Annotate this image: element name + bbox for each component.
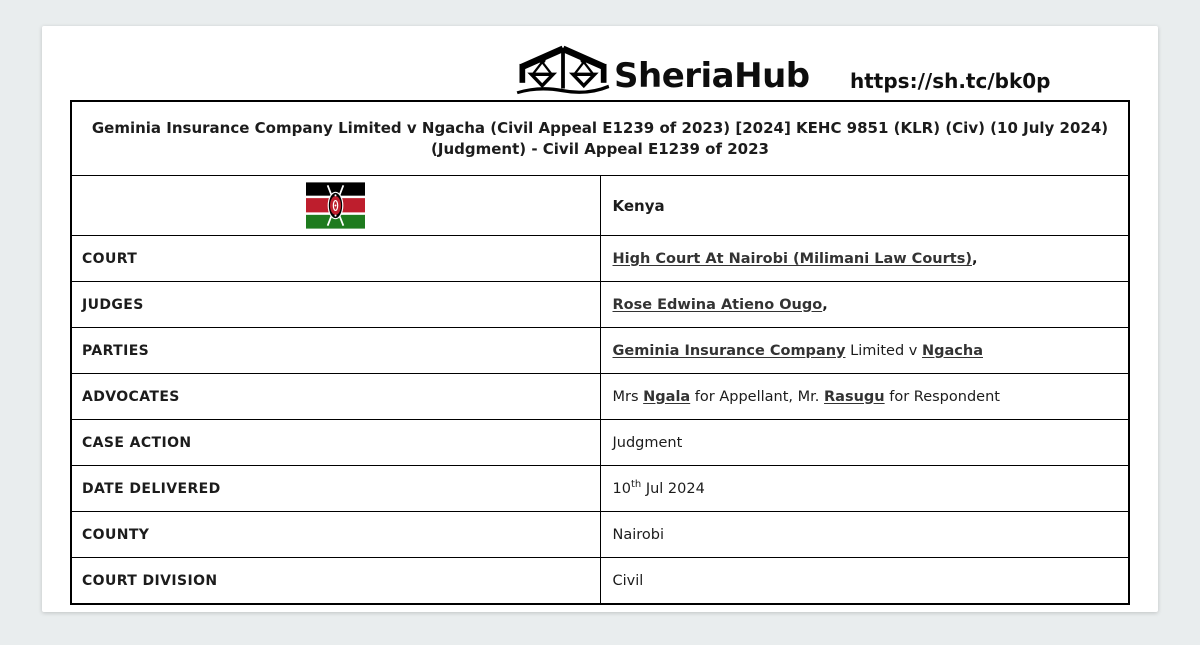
value-text: , [822, 296, 828, 313]
value-text: Limited v [845, 342, 922, 359]
country-row [71, 176, 1129, 236]
case-title: Geminia Insurance Company Limited v Ngacha (Civil Appeal E1239 of 2023) [2024] KEHC 9851 (KLR) (Civ) (10 July 2024) (Judgment) - Civil Appeal E1239 of 2023 [71, 101, 1129, 176]
ordinal-superscript: th [630, 478, 642, 490]
row-value [600, 236, 1129, 282]
case-row-case-action [71, 420, 1129, 466]
row-value [600, 328, 1129, 374]
case-row-court-division [71, 558, 1129, 605]
share-url: https://sh.tc/bk0p [850, 69, 1051, 93]
value-text: 10 [612, 480, 631, 497]
scales-of-justice-icon [515, 45, 611, 97]
flag-cell [71, 176, 600, 236]
value-text: Judgment [612, 434, 683, 451]
row-value [600, 420, 1129, 466]
row-value [600, 282, 1129, 328]
kenya-flag-icon [306, 182, 365, 229]
value-text: , [971, 250, 978, 267]
value-text: for Appellant, Mr. [690, 388, 825, 405]
case-summary-card [42, 26, 1158, 612]
row-value [600, 466, 1129, 512]
value-text: Civil [612, 572, 644, 589]
row-label: CASE ACTION [71, 420, 600, 466]
brand-logo-text: SheriaHub [614, 56, 810, 96]
case-row-advocates [71, 374, 1129, 420]
case-title-row [71, 101, 1129, 176]
case-row-county [71, 512, 1129, 558]
case-link[interactable]: Ngacha [921, 342, 983, 359]
row-label: DATE DELIVERED [71, 466, 600, 512]
case-row-parties [71, 328, 1129, 374]
case-link[interactable]: Rasugu [824, 388, 885, 405]
value-text: Jul 2024 [641, 480, 705, 497]
row-label: COURT [71, 236, 600, 282]
row-value [600, 558, 1129, 605]
country-name: Kenya [600, 176, 1129, 236]
case-link[interactable]: Geminia Insurance Company [612, 342, 846, 359]
case-row-date-delivered [71, 466, 1129, 512]
row-label: JUDGES [71, 282, 600, 328]
row-label: ADVOCATES [71, 374, 600, 420]
value-text: Nairobi [612, 526, 665, 543]
row-label: COUNTY [71, 512, 600, 558]
value-text: Mrs [612, 388, 644, 405]
case-details-table [70, 100, 1130, 605]
value-text: for Respondent [884, 388, 1000, 405]
row-label: COURT DIVISION [71, 558, 600, 605]
case-link[interactable]: Rose Edwina Atieno Ougo [612, 296, 823, 313]
case-row-court [71, 236, 1129, 282]
row-label: PARTIES [71, 328, 600, 374]
row-value [600, 512, 1129, 558]
case-link[interactable]: Ngala [643, 388, 691, 405]
case-link[interactable]: High Court At Nairobi (Milimani Law Courts) [612, 250, 972, 267]
case-row-judges [71, 282, 1129, 328]
row-value [600, 374, 1129, 420]
